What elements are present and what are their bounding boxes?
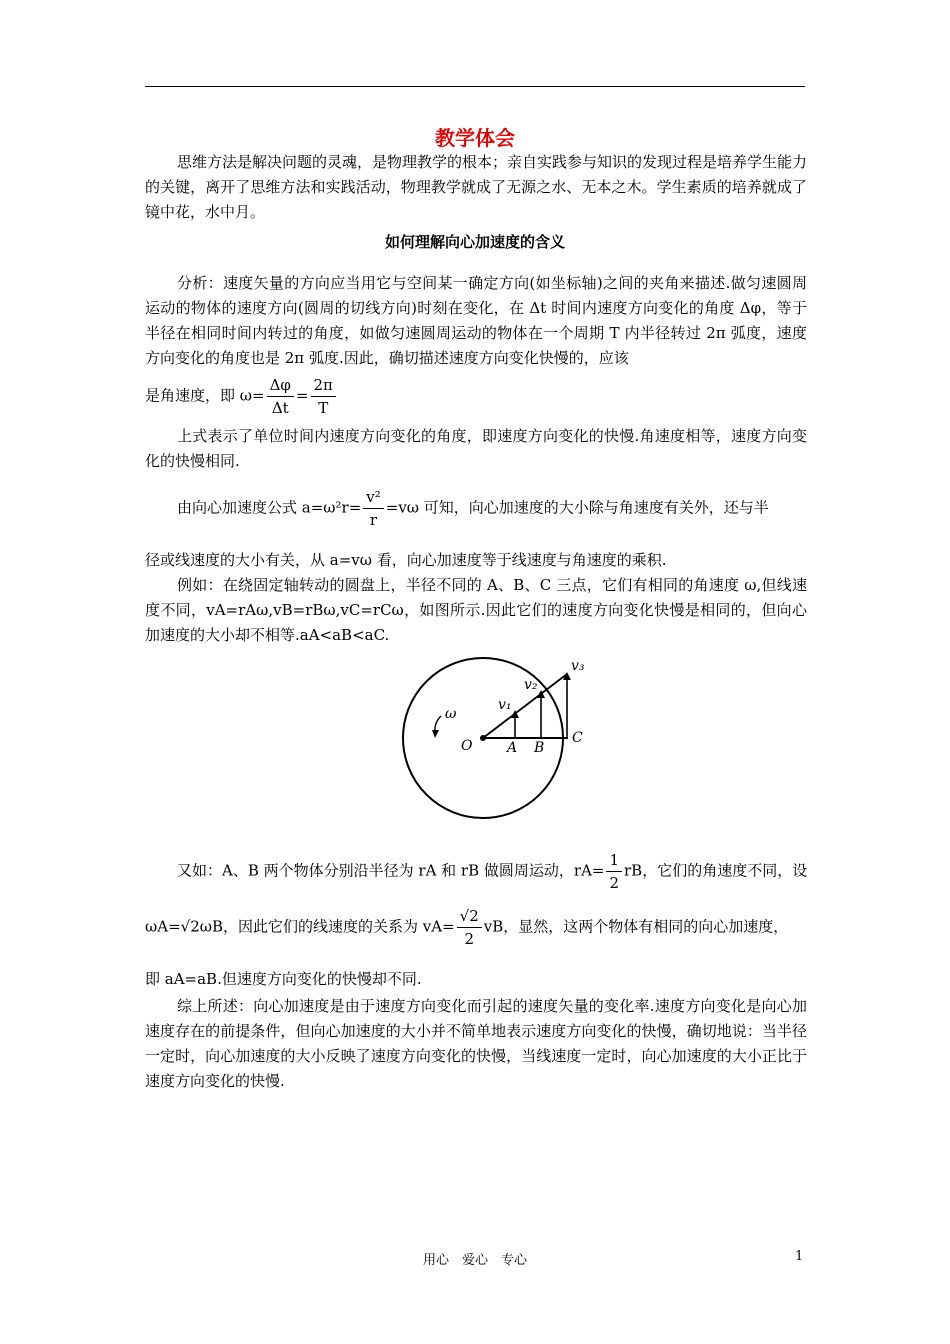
formula-omega-prefix: 是角速度，即 ω= <box>145 386 265 405</box>
center-point <box>480 735 486 741</box>
fraction-numerator: Δφ <box>267 374 294 397</box>
velocity-relation-text: ωB，因此它们的线速度的关系为 vA= <box>199 917 455 936</box>
fraction-numerator: √2 <box>457 905 482 928</box>
fraction-denominator: r <box>369 511 378 529</box>
conclusion-paragraph: 综上所述：向心加速度是由于速度方向变化而引起的速度矢量的变化率.速度方向变化是向心加速度存在的前提条件，但向心加速度的大小并不简单地表示速度方向变化的快慢，确切地说：当半径一定时，向心加速度的大小反映了速度方向变化的快慢，当线速度一定时，向心加速度的大小正比于速度方向变化的快慢. <box>145 997 807 1090</box>
v3-label: v₃ <box>571 658 585 674</box>
omega-a-prefix: ωA= <box>145 917 181 936</box>
formula-omega-line <box>145 374 807 419</box>
page-footer: 用心 爱心 专心 <box>422 1253 527 1268</box>
formula-accel-suffix: =vω 可知，向心加速度的大小除与角速度有关外，还与半 <box>385 498 769 517</box>
analysis-paragraph: 分析：速度矢量的方向应当用它与空间某一确定方向(如坐标轴)之间的夹角来描述.做匀速圆周运动的物体的速度方向(圆周的切线方向)时刻在变化，在 Δt 时间内速度方向变化的角度 Δφ，等于半径在相同时间内转过的角度，如做匀速圆周运动的物体在一个周期 T 内半径转过 2π 弧度，速度方向变化的角度也是 2π 弧度.因此，确切描述速度方向变化快慢的，应该 <box>145 274 807 367</box>
point-A-label: A <box>507 740 518 756</box>
page-title: 教学体会 <box>435 126 515 150</box>
v1-label: v₁ <box>498 697 512 713</box>
point-O-label: O <box>461 738 473 754</box>
header-rule <box>145 86 805 87</box>
equal-accel-line: 即 aA=aB.但速度方向变化的快慢却不同. <box>145 970 422 988</box>
rotation-arrow-head <box>432 730 439 738</box>
v2-label: v₂ <box>524 677 538 693</box>
fraction-numerator: 2π <box>311 374 336 397</box>
fraction-v2-r <box>363 486 384 531</box>
rotating-disc-diagram <box>395 652 595 822</box>
sqrt-two: √2 <box>180 917 200 936</box>
fraction-one-half <box>606 849 622 894</box>
example2-line <box>177 849 839 894</box>
after-accel-paragraph: 径或线速度的大小有关，从 a=vω 看，向心加速度等于线速度与角速度的乘积. <box>145 551 667 569</box>
formula-accel-line <box>177 486 839 531</box>
omega-label: ω <box>445 706 457 722</box>
explain-paragraph: 上式表示了单位时间内速度方向变化的角度，即速度方向变化的快慢.角速度相等，速度方向变化的快慢相同. <box>145 427 807 470</box>
point-B-label: B <box>534 740 545 756</box>
fraction-denominator: T <box>318 399 329 417</box>
fraction-dphi-dt <box>267 374 294 419</box>
example1-paragraph: 例如：在绕固定轴转动的圆盘上，半径不同的 A、B、C 三点，它们有相同的角速度 ω,但线速度不同，vA=rAω,vB=rBω,vC=rCω，如图所示.因此它们的速度方向变化快慢是相同的，但向心加速度的大小却不相等.aA<aB<aC. <box>145 576 807 644</box>
velocity-relation-suffix: vB，显然，这两个物体有相同的向心加速度， <box>483 917 789 936</box>
fraction-numerator: v² <box>363 486 384 509</box>
fraction-sqrt2-over-2 <box>457 905 482 950</box>
section-subtitle: 如何理解向心加速度的含义 <box>384 233 565 251</box>
fraction-numerator: 1 <box>606 849 622 872</box>
page-number: 1 <box>795 1249 804 1264</box>
point-C-label: C <box>572 730 583 746</box>
rotation-arc <box>435 716 441 732</box>
fraction-denominator: 2 <box>609 874 620 892</box>
fraction-denominator: Δt <box>271 399 289 417</box>
formula-accel-prefix: 由向心加速度公式 a=ω²r= <box>177 498 362 517</box>
fraction-2pi-T <box>311 374 336 419</box>
velocity-relation-line <box>145 905 807 950</box>
fraction-denominator: 2 <box>464 930 474 948</box>
example2-suffix: rB，它们的角速度不同，设 <box>624 861 808 880</box>
intro-paragraph: 思维方法是解决问题的灵魂，是物理教学的根本；亲自实践参与知识的发现过程是培养学生能力的关键，离开了思维方法和实践活动，物理教学就成了无源之水、无本之木。学生素质的培养就成了镜中花，水中月。 <box>145 153 808 221</box>
example2-prefix: 又如：A、B 两个物体分别沿半径为 rA 和 rB 做圆周运动，rA= <box>177 861 605 880</box>
equals-sign: = <box>295 386 309 405</box>
